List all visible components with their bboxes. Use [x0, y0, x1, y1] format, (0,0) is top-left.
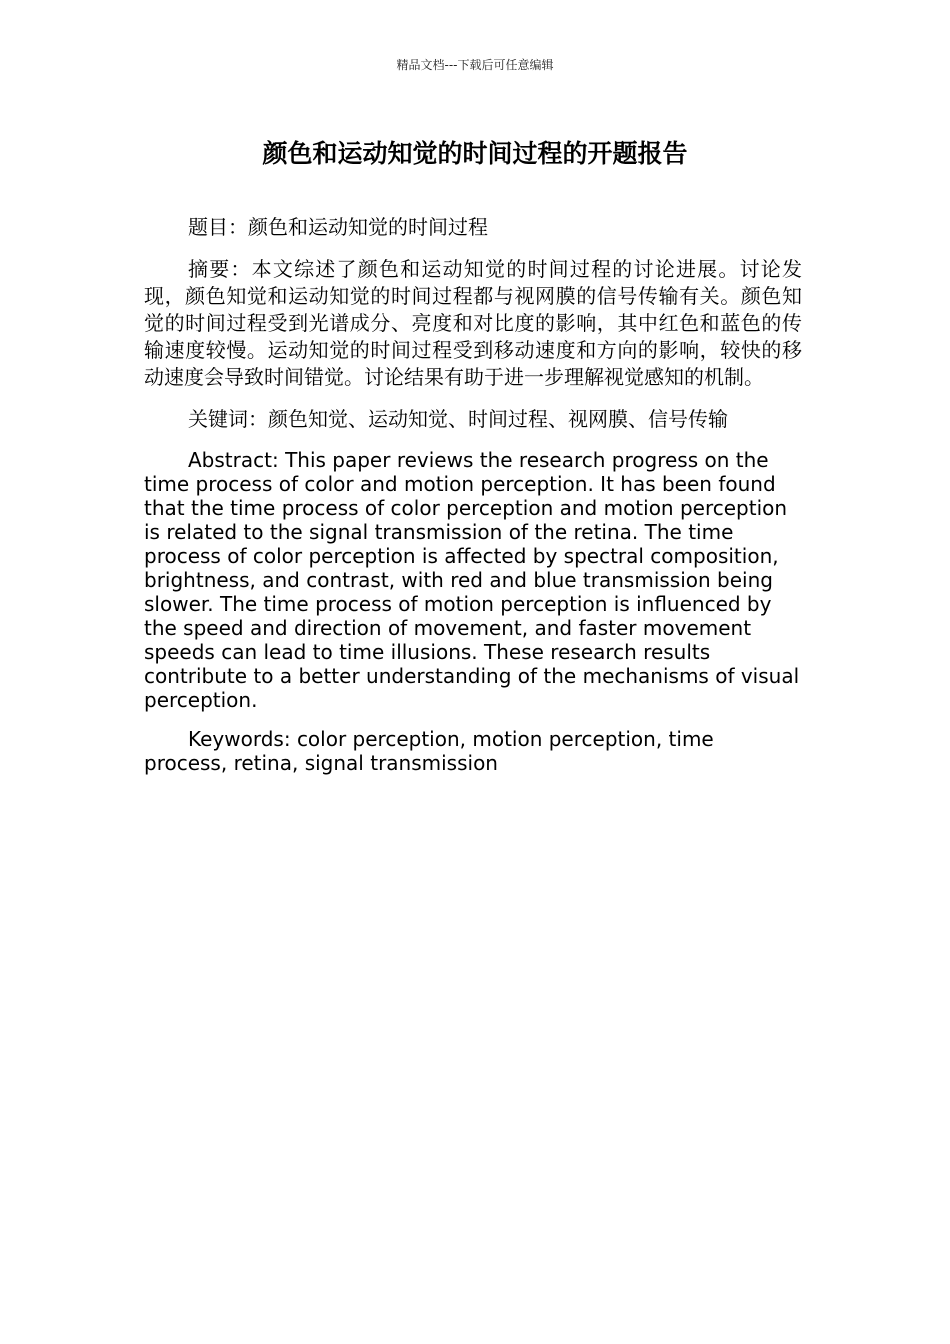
abstract-en-paragraph [144, 448, 802, 712]
abstract-en-label: Abstract: [188, 448, 286, 472]
keywords-value: 颜色知觉、运动知觉、时间过程、视网膜、信号传输 [268, 407, 728, 431]
keywords-en-label: Keywords: [188, 727, 297, 751]
keywords-paragraph [144, 406, 802, 433]
topic-paragraph [144, 214, 802, 241]
document-body [144, 214, 802, 790]
keywords-en-value: color perception, motion perception, time process, retina, signal transmission [144, 727, 714, 775]
topic-label: 题目： [188, 215, 248, 239]
document-title: 颜色和运动知觉的时间过程的开题报告 [262, 139, 688, 168]
topic-value: 颜色和运动知觉的时间过程 [248, 215, 488, 239]
keywords-en-paragraph [144, 727, 802, 775]
abstract-value: 本文综述了颜色和运动知觉的时间过程的讨论进展。讨论发现，颜色知觉和运动知觉的时间过程都与视网膜的信号传输有关。颜色知觉的时间过程受到光谱成分、亮度和对比度的影响，其中红色和蓝色的传输速度较慢。运动知觉的时间过程受到移动速度和方向的影响，较快的移动速度会导致时间错觉。讨论结果有助于进一步理解视觉感知的机制。 [144, 257, 803, 389]
abstract-paragraph [144, 256, 802, 391]
header-note: 精品文档---下载后可任意编辑 [396, 58, 554, 72]
abstract-label: 摘要： [188, 257, 252, 281]
abstract-en-value: This paper reviews the research progress on the time process of color and motion perception. It has been found that the time process of color perception and motion perception is related to the signal transmission of the retina. The time process of color perception is affected by spectral composition, brightness, and contrast, with red and blue transmission being slower. The time process of motion perception is influenced by the speed and direction of movement, and faster movement speeds can lead to time illusions. These research results contribute to a better understanding of the mechanisms of visual perception. [144, 448, 800, 712]
keywords-label: 关键词： [188, 407, 268, 431]
